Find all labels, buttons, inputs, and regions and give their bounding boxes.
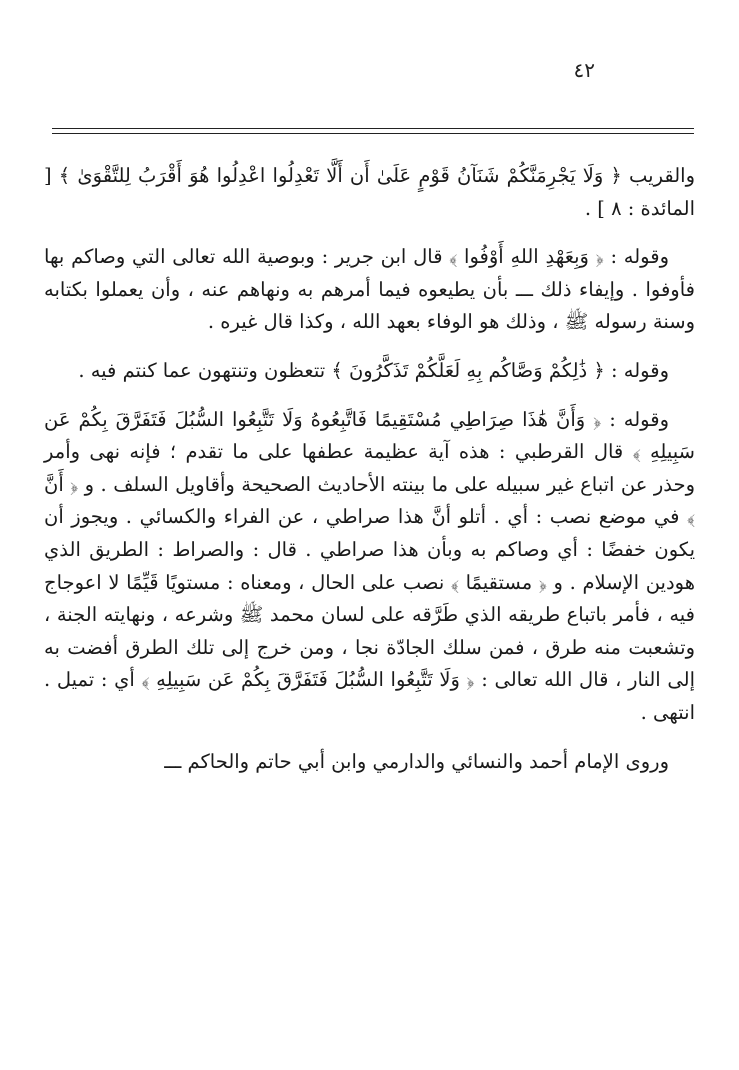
header-rule-bottom xyxy=(52,133,694,134)
paragraph-narration: وروى الإمام أحمد والنسائي والدارمي وابن أبي حاتم والحاكم ـــ xyxy=(164,749,669,773)
paragraph-continuation: والقريب ﴿ وَلَا يَجْرِمَنَّكُمْ شَنَآنُ قَوْمٍ عَلَىٰ أَن أَلَّا تَعْدِلُوا اعْدِلُوا هُوَ أَقْرَبُ لِلتَّقْوَىٰ ﴾ [ المائدة : ٨ ] . xyxy=(44,164,695,220)
paragraph-covenant: وقوله : ﴿ وَبِعَهْدِ اللهِ أَوْفُوا ﴾ قال ابن جرير : وبوصية الله تعالى التي وصاكم بها فأوفوا . وإيفاء ذلك ـــ بأن يطيعوه فيما أمرهم به ونهاهم عنه ، وأن يعملوا بكتابه وسنة رسوله ﷺ ، وذلك هو الوفاء بعهد الله ، وكذا قال غيره . xyxy=(44,245,695,334)
paragraph-remembrance: وقوله : ﴿ ذَٰلِكُمْ وَصَّاكُم بِهِ لَعَلَّكُمْ تَذَكَّرُونَ ﴾ تتعظون وتنتهون عما كنتم فيه . xyxy=(78,358,669,382)
paragraph-straight-path: وقوله : ﴿ وَأَنَّ هَٰذَا صِرَاطِي مُسْتَقِيمًا فَاتَّبِعُوهُ وَلَا تَتَّبِعُوا السُّبُلَ فَتَفَرَّقَ بِكُمْ عَن سَبِيلِهِ ﴾ قال القرطبي : هذه آية عظيمة عطفها على ما تقدم ؛ فإنه نهى وأمر وحذر عن اتباع غير سبيله على ما بينته الأحاديث الصحيحة وأقاويل السلف . و ﴿ أَنَّ ﴾ في موضع نصب : أي . أتلو أنَّ هذا صراطي ، عن الفراء والكسائي . ويجوز أن يكون خفضًا : أي وصاكم به وبأن هذا صراطي . قال : والصراط : الطريق الذي هودين الإسلام . و ﴿ مستقيمًا ﴾ نصب على الحال ، ومعناه : مستويًا قَيِّمًا لا اعوجاج فيه ، فأمر باتباع طريقه الذي طَرَّقه على لسان محمد ﷺ وشرعه ، ونهايته الجنة ، وتشعبت منه طرق ، فمن سلك الجادّة نجا ، ومن خرج إلى تلك الطرق أفضت به إلى النار ، قال الله تعالى : ﴿ وَلَا تَتَّبِعُوا السُّبُلَ فَتَفَرَّقَ بِكُمْ عَن سَبِيلِهِ ﴾ أي : تميل . انتهى . xyxy=(44,407,695,724)
page-number: ٤٢ xyxy=(573,58,595,82)
header-rule-top xyxy=(52,128,694,129)
page-body xyxy=(44,160,695,794)
